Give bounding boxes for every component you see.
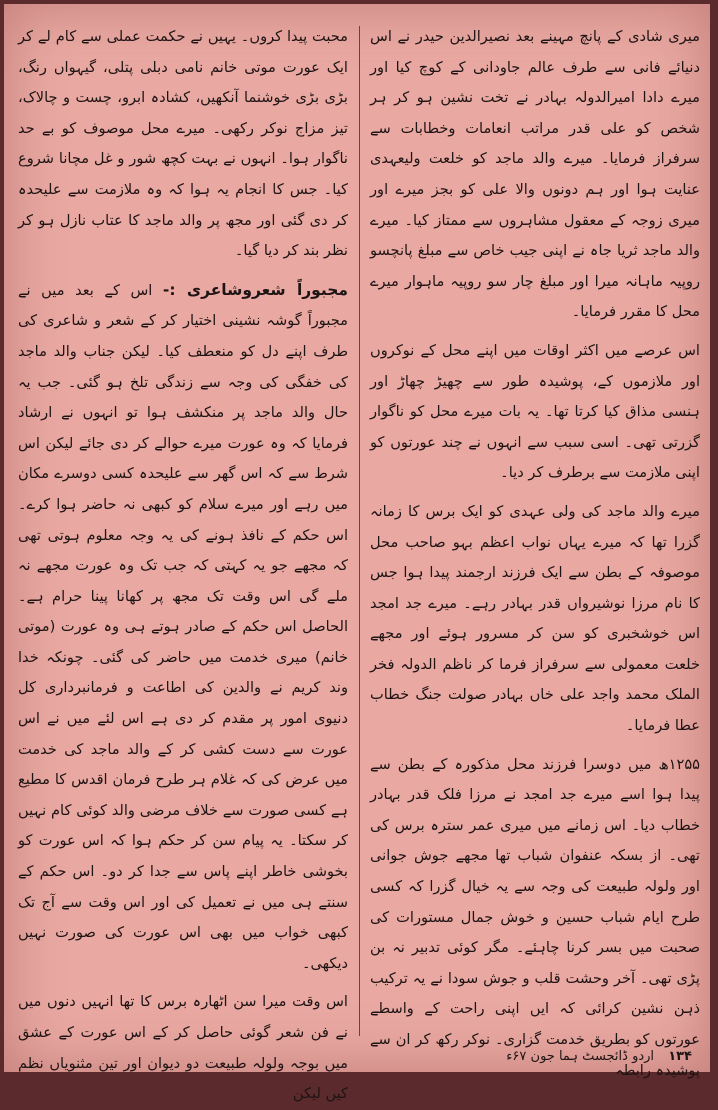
paragraph: میری شادی کے پانچ مہینے بعد نصیرالدین حیدر نے اس دنیائے فانی سے طرف عالم جاودانی کے کوچ کیا اور میرے دادا امیرالدولہ بہادر نے تخت نشین ہو کر ہر شخص کو علی قدر مراتب انعامات وخطابات سے سرفراز فرمایا۔ میرے والد ماجد کو خلعت ولیعہدی عنایت ہوا اور ہم دونوں والا علی کو بجز میرے اور میری زوجہ کے معقول مشاہروں سے ممتاز کیا۔ میرے والد ماجد ثریا جاہ نے اپنی جیب خاص سے مبلغ پانچسو روپیہ ماہانہ میرا اور مبلغ چار سو روپیہ ماہوار میرے محل کا مقرر فرمایا۔ (370, 28, 700, 321)
left-column (18, 22, 348, 1110)
page-footer (506, 1049, 692, 1064)
right-column (370, 22, 700, 1086)
paragraph (18, 275, 348, 980)
paragraph: اس عرصے میں اکثر اوقات میں اپنے محل کے نوکروں اور ملازموں کے، پوشیدہ طور سے چھیڑ چھاڑ اور ہنسی مذاق کیا کرتا تھا۔ یہ بات میرے محل کو ناگوار گزرتی تھی۔ اسی سبب سے انہوں نے چند عورتوں کو اپنی ملازمت سے برطرف کر دیا۔ (370, 341, 700, 482)
page-number: ۱۳۴ (668, 1049, 692, 1064)
paragraph: میرے والد ماجد کی ولی عہدی کو ایک برس کا زمانہ گزرا تھا کہ میرے یہاں نواب اعظم بہو صاحب محل موصوفہ کے بطن سے ایک فرزند ارجمند پیدا ہوا جس کا نام مرزا نوشیرواں قدر بہادر رہے۔ میرے جد امجد اس خوشخبری کو سن کر مسرور ہوئے اور مجھے خلعت معمولی سے سرفراز فرما کر ناظم الدولہ فخر الملک محمد واجد علی خاں بہادر صولت جنگ خطاب عطا فرمایا۔ (370, 502, 700, 735)
paragraph-text: اس کے بعد میں نے مجبوراً گوشہ نشینی اختیار کر کے شعر و شاعری کی طرف اپنے دل کو منعطف کیا۔ لیکن جناب والد ماجد کی خفگی کی وجہ سے زندگی تلخ ہو گئی۔ جب یہ حال والد ماجد پر منکشف ہوا تو انہوں نے ارشاد فرمایا کہ وہ عورت میرے حوالے کر دی جائے لیکن اس شرط سے کہ اس گھر سے علیحدہ کسی دوسرے مکان میں رہے اور میرے سلام کو کبھی نہ حاضر ہوا کرے۔ اس حکم کے نافذ ہونے کی یہ وجہ معلوم ہوتی تھی کہ مجھے جو یہ کہتی کہ جب تک وہ عورت مجھے نہ ملے گی اس وقت تک مجھ پر کھانا پینا حرام ہے۔ الحاصل اس حکم کے صادر ہوتے ہی وہ عورت (موتی خانم) میری خدمت میں حاضر کی گئی۔ چونکہ خدا وند کریم نے والدین کی اطاعت و فرمانبرداری کل دنیوی امور پر مقدم کر دی ہے اس لئے میں نے اس عورت سے دست کشی کر کے والد ماجد کی خدمت میں عرض کی کہ غلام ہر طرح فرمان اقدس کا مطیع ہے کسی صورت سے خلاف مرضی والد کوئی کام نہیں کر سکتا۔ یہ پیام سن کر حکم ہوا کہ اس عورت کو بخوشی خاطر اپنے پاس سے جدا کر دو۔ اس حکم کے سنتے ہی میں نے تعمیل کی اور اس وقت سے آج تک کبھی خواب میں بھی اس عورت کی صورت نہیں دیکھی۔ (18, 281, 348, 972)
section-heading: مجبوراً شعروشاعری :- (162, 280, 348, 299)
paragraph: محبت پیدا کروں۔ یہیں نے حکمت عملی سے کام لے کر ایک عورت موتی خانم نامی دبلی پتلی، گیہواں رنگ، بڑی بڑی خوشنما آنکھیں، کشادہ ابرو، چست و چالاک، تیز مزاج نوکر رکھی۔ میرے محل موصوف کو بے حد ناگوار ہوا۔ انہوں نے بہت کچھ شور و غل مچانا شروع کیا۔ جس کا انجام یہ ہوا کہ وہ ملازمت سے علیحدہ کر دی گئی اور مجھ پر والد ماجد کا عتاب نازل ہو کر نظر بند کر دیا گیا۔ (18, 28, 348, 260)
paragraph: اس وقت میرا سن اٹھارہ برس کا تھا انہیں دنوں میں نے فن شعر گوئی حاصل کر کے اس عورت کے عشق میں بوجہ ولولہ طبیعت دو دیوان اور تین مثنویاں نظم کیں لیکن (18, 993, 348, 1103)
magazine-page (4, 4, 710, 1103)
paragraph: ۱۲۵۵ھ میں دوسرا فرزند محل مذکورہ کے بطن سے پیدا ہوا اسے میرے جد امجد نے مرزا فلک قدر بہادر خطاب دیا۔ اس زمانے میں میری عمر سترہ برس کی تھی۔ از بسکہ عنفوان شباب تھا مجھے جوش جوانی اور ولولہ طبیعت کی وجہ سے یہ خیال گزرا کہ کسی طرح ایام شباب حسین و خوش جمال مستورات کی صحبت میں بسر کرنا چاہئے۔ مگر کوئی تدبیر نہ بن پڑی تھی۔ آخر وحشت قلب و جوش سودا نے یہ ترکیب ذہن نشین کرائی کہ ایں اپنی راحت کے واسطے عورتوں کو بطریق خدمت گزاری۔ نوکر رکھ کر ان سے پوشیدہ رابطہ (370, 755, 700, 1079)
magazine-issue: اردو ڈائجسٹ ہما جون ۶۷ء (506, 1049, 655, 1064)
column-divider (359, 26, 360, 1036)
